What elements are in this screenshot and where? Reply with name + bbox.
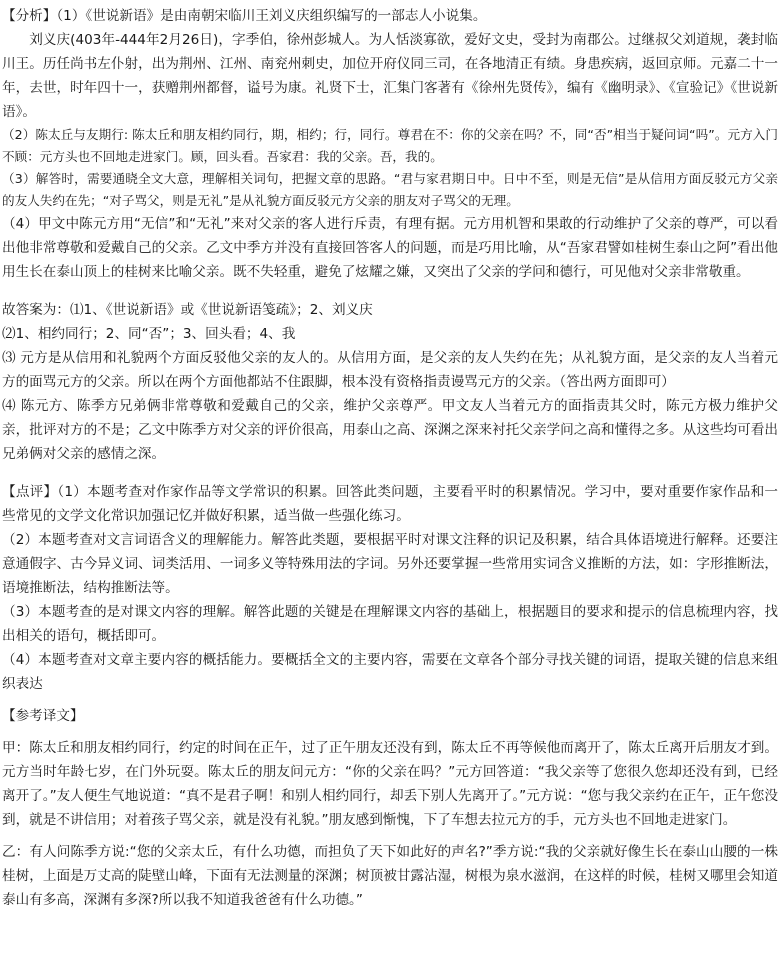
- review-item-3: （3）本题考查的是对课文内容的理解。解答此题的关键是在理解课文内容的基础上，根据题目的要求和提示的信息梳理内容，找出相关的语句，概括即可。: [2, 604, 778, 644]
- answer-line-1: 故答案为：⑴1、《世说新语》或《世说新语笺疏》；2、刘义庆: [2, 302, 373, 318]
- author-bio-paragraph: 刘义庆(403年-444年2月26日)，字季伯，徐州彭城人。为人恬淡寡欲，爱好文史，受封为南郡公。过继叔父刘道规，袭封临川王。历任尚书左仆射，出为荆州、江州、南兖州刺史，加位开府仪同三司，在各地清正有绩。身患疾病，返回京师。元嘉二十一年，去世，时年四十一，获赠荆州都督，谥号为康。礼贤下士，汇集门客著有《徐州先贤传》，编有《幽明录》、《宣验记》《世说新语》。: [2, 32, 778, 120]
- review-item-1: 【点评】（1）本题考查对作家作品等文学常识的积累。回答此类问题，主要看平时的积累情况。学习中，要对重要作家作品和一些常见的文学文化常识加强记忆并做好积累，适当做一些强化练习。: [2, 484, 778, 524]
- translation-paragraph-yi: 乙：有人问陈季方说:“您的父亲太丘，有什么功德，而担负了天下如此好的声名?”季方说:“我的父亲就好像生长在泰山山腰的一株桂树，上面是万丈高的陡壁山峰，下面有无法测量的深渊；树顶被甘露沾湿，树根为泉水滋润，在这样的时候，桂树又哪里会知道泰山有多高，深渊有多深?所以我不知道我爸爸有什么功德。”: [2, 844, 778, 908]
- translation-heading: 【参考译文】: [2, 708, 84, 724]
- analysis-item-4: （4）甲文中陈元方用“无信”和“无礼”来对父亲的客人进行斥责，有理有据。元方用机智和果敢的行动维护了父亲的尊严，可以看出他非常尊敬和爱戴自己的父亲。乙文中季方并没有直接回答客人的问题，而是巧用比喻，从“吾家君譬如桂树生泰山之阿”看出他用生长在泰山顶上的桂树来比喻父亲。既不失轻重，避免了炫耀之嫌，又突出了父亲的学问和德行，可见他对父亲非常敬重。: [2, 216, 778, 280]
- analysis-item-2: （2）陈太丘与友期行: 陈太丘和朋友相约同行，期，相约；行，同行。尊君在不：你的父亲在吗？不，同“否”相当于疑问词“吗”。元方入门不顾：元方头也不回地走进家门。顾，回头看。吾家君：我的父亲。吾，我的。: [2, 127, 778, 164]
- review-section: [2, 480, 778, 696]
- analysis-heading-line: 【分析】（1）《世说新语》是由南朝宋临川王刘义庆组织编写的一部志人小说集。: [2, 8, 487, 24]
- answer-section: [2, 298, 778, 466]
- review-item-4: （4）本题考查对文章主要内容的概括能力。要概括全文的主要内容，需要在文章各个部分寻找关键的词语，提取关键的信息来组织表达: [2, 652, 778, 692]
- analysis-item-3: （3）解答时，需要通晓全文大意，理解相关词句，把握文章的思路。“君与家君期日中。日中不至，则是无信”是从信用方面反驳元方父亲的友人失约在先；“对子骂父，则是无礼”是从礼貌方面反驳元方父亲的朋友对子骂父的无理。: [2, 171, 778, 208]
- translation-paragraph-jia: 甲：陈太丘和朋友相约同行，约定的时间在正午，过了正午朋友还没有到，陈太丘不再等候他而离开了，陈太丘离开后朋友才到。元方当时年龄七岁，在门外玩耍。陈太丘的朋友问元方：“你的父亲在吗？”元方回答道：“我父亲等了您很久您却还没有到，已经离开了。”友人便生气地说道：“真不是君子啊！和别人相约同行，却丢下别人先离开了。”元方说：“您与我父亲约在正午，正午您没到，就是不讲信用；对着孩子骂父亲，就是没有礼貌。”朋友感到惭愧，下了车想去拉元方的手，元方头也不回地走进家门。: [2, 740, 778, 828]
- review-item-2: （2）本题考查对文言词语含义的理解能力。解答此类题，要根据平时对课文注释的识记及积累，结合具体语境进行解释。还要注意通假字、古今异义词、词类活用、一词多义等特殊用法的字词。另外还要掌握一些常用实词含义推断的方法，如：字形推断法，语境推断法，结构推断法等。: [2, 532, 778, 596]
- answer-line-4: ⑷ 陈元方、陈季方兄弟俩非常尊敬和爱戴自己的父亲，维护父亲尊严。甲文友人当着元方的面指责其父时，陈元方极力维护父亲，批评对方的不是；乙文中陈季方对父亲的评价很高，用泰山之高、深渊之深来衬托父亲学问之高和懂得之多。从这些均可看出兄弟俩对父亲的感情之深。: [2, 398, 778, 462]
- answer-line-2: ⑵1、相约同行；2、同“否”；3、回头看；4、我: [2, 326, 296, 342]
- answer-line-3: ⑶ 元方是从信用和礼貌两个方面反驳他父亲的友人的。从信用方面，是父亲的友人失约在先；从礼貌方面，是父亲的友人当着元方的面骂元方的父亲。所以在两个方面他都站不住跟脚，根本没有资格指责谩骂元方的父亲。（答出两方面即可）: [2, 350, 778, 390]
- analysis-section: [2, 4, 778, 284]
- translation-section: [2, 704, 778, 912]
